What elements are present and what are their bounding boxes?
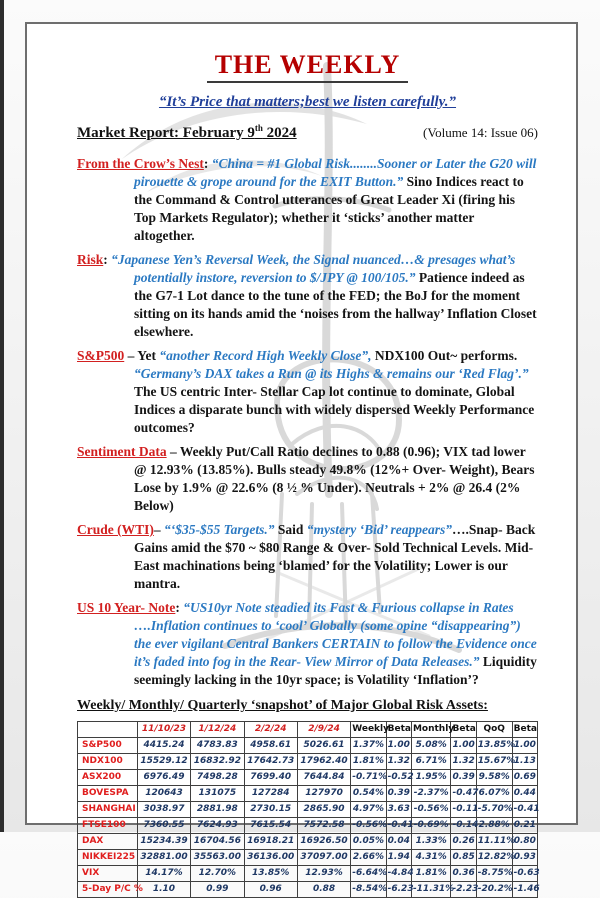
row-label: NDX100	[78, 754, 138, 770]
table-cell: 1.33%	[411, 834, 451, 850]
document-page	[25, 22, 578, 894]
column-header: Beta	[512, 722, 537, 738]
table-cell: -2.37%	[411, 786, 451, 802]
report-section	[77, 599, 538, 689]
report-section	[77, 347, 538, 437]
table-cell: 12.70%	[191, 866, 244, 882]
row-label: DAX	[78, 834, 138, 850]
volume-issue-label: (Volume 14: Issue 06)	[423, 125, 538, 140]
table-cell: 13.85%	[244, 866, 297, 882]
table-cell: 16926.50	[297, 834, 350, 850]
table-cell: -0.11	[451, 802, 476, 818]
report-heading: Market Report: February 9th 2024	[77, 123, 297, 141]
table-cell: 15529.12	[137, 754, 190, 770]
table-cell: 4783.83	[191, 738, 244, 754]
table-cell: 0.44	[512, 786, 537, 802]
table-cell: 1.10	[137, 882, 190, 898]
table-cell: 1.13	[512, 754, 537, 770]
table-cell: 0.21	[512, 818, 537, 834]
column-header: Beta	[451, 722, 476, 738]
section-separator: :	[103, 252, 112, 267]
table-cell: -0.63	[512, 866, 537, 882]
sections	[77, 155, 538, 689]
table-cell: -11.31%	[411, 882, 451, 898]
table-cell: 0.39	[386, 786, 411, 802]
section-heading: Sentiment Data	[77, 444, 167, 459]
table-cell: 1.32	[386, 754, 411, 770]
table-cell: 1.00	[451, 738, 476, 754]
table-cell: 5.08%	[411, 738, 451, 754]
row-label: VIX	[78, 866, 138, 882]
row-label: NIKKEI225	[78, 850, 138, 866]
table-cell: 9.58%	[476, 770, 512, 786]
table-cell: 1.00	[512, 738, 537, 754]
table-cell: 15.67%	[476, 754, 512, 770]
table-cell: 0.93	[512, 850, 537, 866]
table-cell: 1.37%	[351, 738, 386, 754]
table-cell: -0.69%	[411, 818, 451, 834]
tagline: “It’s Price that matters;best we listen carefully.”	[158, 94, 457, 110]
table-cell: -0.47	[451, 786, 476, 802]
text-quote: “mystery ‘Bid’ reappears”	[306, 522, 453, 537]
table-row	[78, 770, 538, 786]
row-label: BOVESPA	[78, 786, 138, 802]
table-cell: 1.81%	[411, 866, 451, 882]
table-cell: 7644.84	[297, 770, 350, 786]
table-cell: 37097.00	[297, 850, 350, 866]
table-cell: 4958.61	[244, 738, 297, 754]
table-cell: -4.84	[386, 866, 411, 882]
report-section	[77, 251, 538, 341]
table-cell: 6976.49	[137, 770, 190, 786]
table-cell: -0.71%	[351, 770, 386, 786]
table-row	[78, 754, 538, 770]
text-plain: Weekly Put/Call Ratio declines to 0.88 (0.96); VIX tad lower @ 12.93% (13.85%). Bulls steady 49.8% (12%+ Over- Weight), Bears Lose by 1.9% @ 22.6% (8 ½ % Under). Neutrals + 2% @ 26.4 (2% Below)	[134, 444, 535, 513]
column-header: 2/2/24	[244, 722, 297, 738]
table-cell: 0.96	[244, 882, 297, 898]
text-plain: NDX100 Out~ performs.	[371, 348, 518, 363]
corner-cell	[78, 722, 138, 738]
text-quote: “‘$35-$55 Targets.”	[164, 522, 275, 537]
text-quote: “Germany’s DAX takes a Run @ its Highs & remains our ‘Red Flag’.”	[134, 366, 529, 381]
table-cell: 0.05%	[351, 834, 386, 850]
table-cell: 32881.00	[137, 850, 190, 866]
table-cell: 2865.90	[297, 802, 350, 818]
table-header-row	[78, 722, 538, 738]
table-cell: 2.88%	[476, 818, 512, 834]
table-cell: 15234.39	[137, 834, 190, 850]
row-label: S&P500	[78, 738, 138, 754]
text-plain: Liquidity seemingly lacking in the 10yr space; is Volatility ‘Inflation’?	[134, 654, 537, 687]
text-plain: Patience indeed as the G7-1 Lot dance to the tune of the FED; the BoJ for the moment sitting on its hands amid the ‘noises from the hallway’ Inflation Closet elsewhere.	[134, 270, 537, 339]
table-cell: 7360.55	[137, 818, 190, 834]
table-cell: -0.41	[512, 802, 537, 818]
table-cell: 1.81%	[351, 754, 386, 770]
table-cell: -2.23	[451, 882, 476, 898]
text-plain: The US centric Inter- Stellar Cap lot continue to dominate, Global Indices a disparate bunch with widely dispersed Weekly Performance outcomes?	[134, 384, 535, 435]
text-quote: “China = #1 Global Risk........Sooner or Later the G20 will pirouette & grope around for the EXIT Button.”	[134, 156, 537, 189]
section-heading: US 10 Year- Note	[77, 600, 176, 615]
table-row	[78, 834, 538, 850]
table-cell: 1.00	[386, 738, 411, 754]
table-cell: 2881.98	[191, 802, 244, 818]
table-row	[78, 850, 538, 866]
table-cell: 16832.92	[191, 754, 244, 770]
table-body	[78, 738, 538, 898]
section-heading: Risk	[77, 252, 104, 267]
table-cell: 4.31%	[411, 850, 451, 866]
table-cell: 7615.54	[244, 818, 297, 834]
table-cell: -0.56%	[411, 802, 451, 818]
row-label: 5-Day P/C %	[78, 882, 138, 898]
table-cell: -5.70%	[476, 802, 512, 818]
table-cell: 17962.40	[297, 754, 350, 770]
table-cell: 131075	[191, 786, 244, 802]
text-plain: ….Snap- Back Gains amid the $70 ~ $80 Range & Over- Sold Technical Levels. Mid- East machinations being ‘blamed’ for the Volatility; Lower is our mantra.	[134, 522, 536, 591]
section-separator: –	[166, 444, 180, 459]
table-cell: 0.69	[512, 770, 537, 786]
section-separator: –	[124, 348, 138, 363]
text-quote: “US10yr Note steadied its Fast & Furious collapse in Rates ….Inflation continues to ‘cool’ Globally (some opine “disappearing”) the ever vigilant Central Bankers CERTAIN to follow the Evidence once it’s faded into fog in the Rear- View Mirror of Data Releases.”	[134, 600, 537, 669]
snapshot-table	[77, 721, 538, 898]
section-heading: S&P500	[77, 348, 125, 363]
report-section	[77, 521, 538, 593]
table-cell: -6.23	[386, 882, 411, 898]
table-cell: 0.39	[451, 770, 476, 786]
table-cell: 36136.00	[244, 850, 297, 866]
column-header: Weekly	[351, 722, 386, 738]
column-header: 11/10/23	[137, 722, 190, 738]
table-cell: 7699.40	[244, 770, 297, 786]
table-cell: -0.14	[451, 818, 476, 834]
table-cell: 12.93%	[297, 866, 350, 882]
table-cell: 4415.24	[137, 738, 190, 754]
table-cell: 0.85	[451, 850, 476, 866]
table-cell: -0.56%	[351, 818, 386, 834]
table-cell: 0.36	[451, 866, 476, 882]
text-plain: Yet	[137, 348, 160, 363]
table-cell: 14.17%	[137, 866, 190, 882]
table-cell: 3.63	[386, 802, 411, 818]
table-row	[78, 866, 538, 882]
table-cell: 0.99	[191, 882, 244, 898]
table-cell: 1.94	[386, 850, 411, 866]
table-cell: 17642.73	[244, 754, 297, 770]
table-cell: 7498.28	[191, 770, 244, 786]
table-row	[78, 882, 538, 898]
table-cell: 0.54%	[351, 786, 386, 802]
table-row	[78, 786, 538, 802]
section-heading: Crude (WTI)	[77, 522, 154, 537]
table-cell: -8.54%	[351, 882, 386, 898]
report-section	[77, 155, 538, 245]
table-cell: 1.95%	[411, 770, 451, 786]
table-cell: 11.11%	[476, 834, 512, 850]
row-label: FTSE100	[78, 818, 138, 834]
table-row	[78, 818, 538, 834]
section-separator: –	[153, 522, 164, 537]
column-header: 1/12/24	[191, 722, 244, 738]
text-quote: “another Record High Weekly Close”,	[159, 348, 372, 363]
table-cell: 3038.97	[137, 802, 190, 818]
table-cell: 127284	[244, 786, 297, 802]
table-row	[78, 802, 538, 818]
table-cell: 12.82%	[476, 850, 512, 866]
table-cell: -6.64%	[351, 866, 386, 882]
table-cell: 35563.00	[191, 850, 244, 866]
table-cell: 0.80	[512, 834, 537, 850]
column-header: 2/9/24	[297, 722, 350, 738]
table-cell: 6.71%	[411, 754, 451, 770]
table-row	[78, 738, 538, 754]
page-content	[27, 24, 576, 898]
table-cell: 2730.15	[244, 802, 297, 818]
text-plain: Said	[274, 522, 307, 537]
table-cell: 16704.56	[191, 834, 244, 850]
table-cell: 7624.93	[191, 818, 244, 834]
table-cell: -0.52	[386, 770, 411, 786]
text-plain: Sino Indices react to the Command & Control utterances of Great Leader Xi (firing his Top Markets Regulator); whether it ‘sticks’ another matter altogether.	[134, 174, 524, 243]
table-cell: 1.32	[451, 754, 476, 770]
table-cell: -0.41	[386, 818, 411, 834]
table-cell: -8.75%	[476, 866, 512, 882]
table-cell: 120643	[137, 786, 190, 802]
text-quote: “Japanese Yen’s Reversal Week, the Signal nuanced…& presages what’s potentially instore, reversion to $/JPY @ 100/105.”	[111, 252, 516, 285]
table-cell: 4.97%	[351, 802, 386, 818]
table-cell: 0.26	[451, 834, 476, 850]
column-header: Monthly	[411, 722, 451, 738]
row-label: ASX200	[78, 770, 138, 786]
window-edge	[0, 0, 4, 832]
column-header: Beta	[386, 722, 411, 738]
table-cell: 13.85%	[476, 738, 512, 754]
table-cell: -20.2%	[476, 882, 512, 898]
section-separator: :	[203, 156, 212, 171]
table-cell: 16918.21	[244, 834, 297, 850]
report-section	[77, 443, 538, 515]
column-header: QoQ	[476, 722, 512, 738]
table-cell: 7572.58	[297, 818, 350, 834]
table-title: Weekly/ Monthly/ Quarterly ‘snapshot’ of Major Global Risk Assets:	[77, 698, 488, 713]
table-cell: -1.46	[512, 882, 537, 898]
table-cell: 6.07%	[476, 786, 512, 802]
page-title: THE WEEKLY	[207, 50, 409, 83]
table-cell: 0.04	[386, 834, 411, 850]
row-label: SHANGHAI	[78, 802, 138, 818]
table-cell: 0.88	[297, 882, 350, 898]
table-cell: 2.66%	[351, 850, 386, 866]
table-cell: 5026.61	[297, 738, 350, 754]
section-heading: From the Crow’s Nest	[77, 156, 204, 171]
section-separator: :	[175, 600, 184, 615]
table-cell: 127970	[297, 786, 350, 802]
